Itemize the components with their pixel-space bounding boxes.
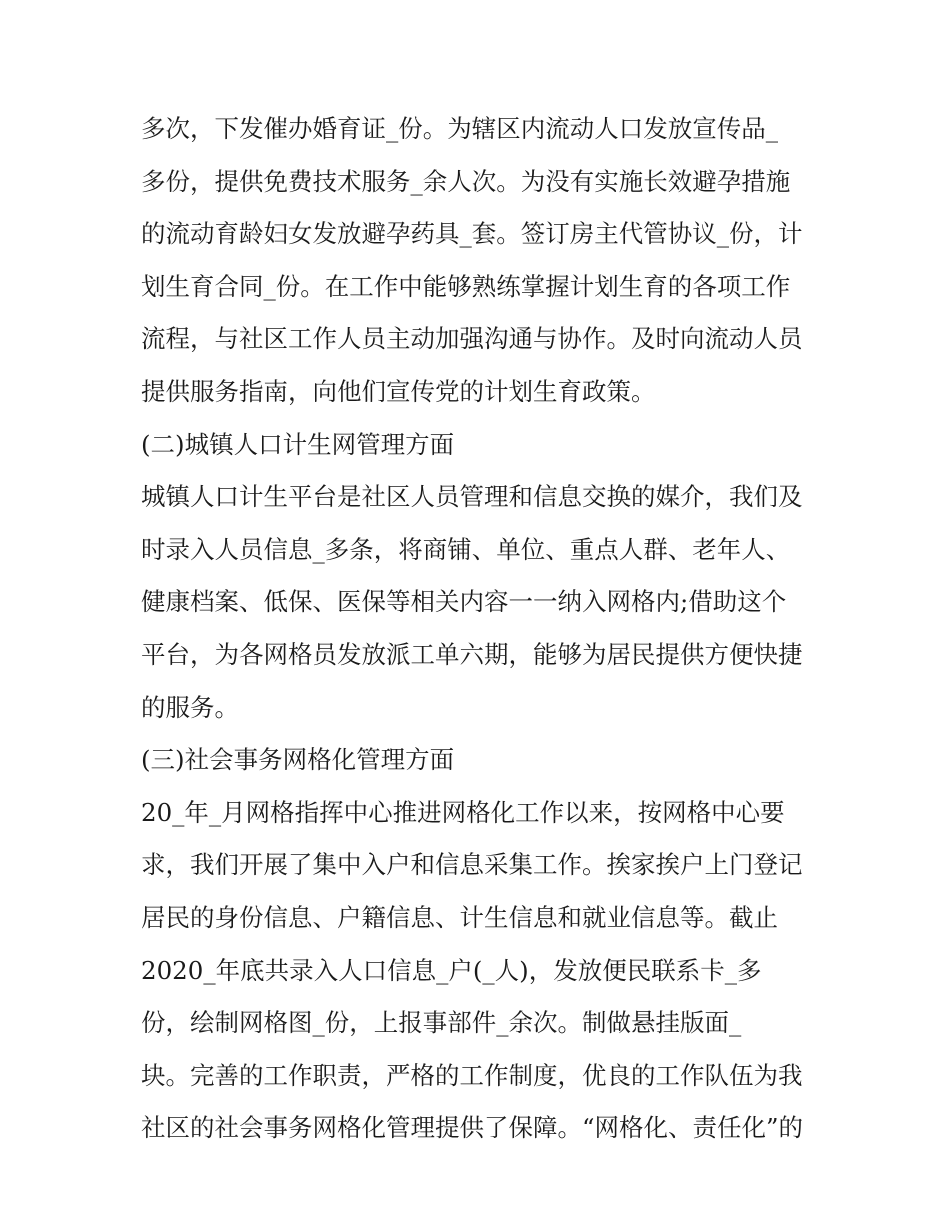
text-line: 流程，与社区工作人员主动加强沟通与协作。及时向流动人员 (141, 324, 803, 354)
text-line: 划生育合同_份。在工作中能够熟练掌握计划生育的各项工作 (141, 271, 791, 301)
section-heading: (三)社会事务网格化管理方面 (141, 745, 455, 775)
text-line: 20_年_月网格指挥中心推进网格化工作以来，按网格中心要 (141, 797, 785, 827)
text-line: 健康档案、低保、医保等相关内容一一纳入网格内;借助这个 (141, 587, 787, 617)
text-line: 社区的社会事务网格化管理提供了保障。“网格化、责任化”的 (141, 1113, 804, 1143)
text-line: 城镇人口计生平台是社区人员管理和信息交换的媒介，我们及 (141, 482, 803, 512)
text-line: 的流动育龄妇女发放避孕药具_套。签订房主代管协议_份，计 (141, 219, 803, 249)
text-line: 2020_年底共录入人口信息_户(_人)，发放便民联系卡_多 (141, 955, 762, 985)
document-body (141, 103, 821, 1155)
text-line: 居民的身份信息、户籍信息、计生信息和就业信息等。截止 (141, 902, 778, 932)
text-line: 份，绘制网格图_份，上报事部件_余次。制做悬挂版面_ (141, 1008, 742, 1038)
text-line: 时录入人员信息_多条，将商铺、单位、重点人群、老年人、 (141, 534, 791, 564)
text-line: 求，我们开展了集中入户和信息采集工作。挨家挨户上门登记 (141, 850, 803, 880)
text-line: 平台，为各网格员发放派工单六期，能够为居民提供方便快捷 (141, 639, 803, 669)
section-heading: (二)城镇人口计生网管理方面 (141, 429, 455, 459)
text-line: 多次，下发催办婚育证_份。为辖区内流动人口发放宣传品_ (141, 114, 778, 143)
text-line: 提供服务指南，向他们宣传党的计划生育政策。 (141, 376, 656, 406)
text-line: 的服务。 (141, 692, 239, 722)
text-line: 多份，提供免费技术服务_余人次。为没有实施长效避孕措施 (141, 166, 791, 196)
text-line: 块。完善的工作职责，严格的工作制度，优良的工作队伍为我 (141, 1060, 803, 1090)
